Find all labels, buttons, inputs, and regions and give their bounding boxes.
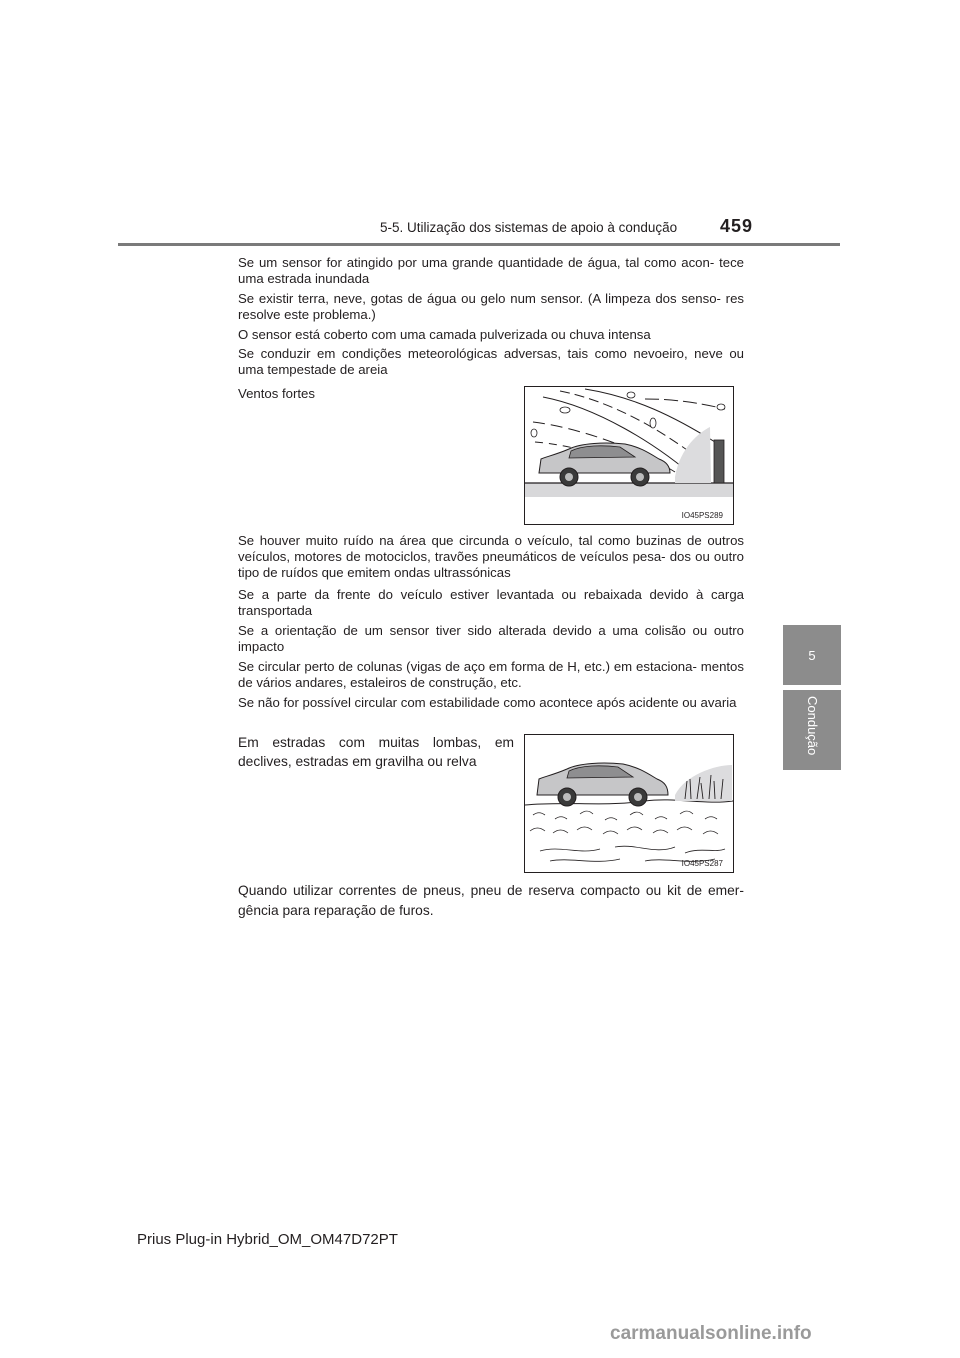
paragraph-unstable-driving: Se não for possível circular com estabilidade como acontece após acidente ou avaria xyxy=(238,695,737,710)
illustration-strong-wind xyxy=(524,386,734,525)
chapter-tab-label: Condução xyxy=(805,696,820,756)
bumpy-road-car-illustration xyxy=(525,735,733,872)
figure-code: IO45PS287 xyxy=(681,859,723,868)
chapter-tab xyxy=(783,690,841,770)
paragraph-sensor-misaligned: Se a orientação de um sensor tiver sido alterada devido a uma colisão ou outro impacto xyxy=(238,623,744,654)
paragraph-columns: Se circular perto de colunas (vigas de aço em forma de H, etc.) em estaciona- mentos de vários andares, estaleiros de construção, etc. xyxy=(238,659,744,690)
figure-code: IO45PS289 xyxy=(681,511,723,520)
paragraph-bumpy-roads: Em estradas com muitas lombas, em declives, estradas em gravilha ou relva xyxy=(238,735,514,769)
strong-wind-car-illustration xyxy=(525,387,733,524)
section-title: 5-5. Utilização dos sistemas de apoio à condução xyxy=(380,220,678,235)
header-divider xyxy=(118,243,840,246)
chapter-tab-number: 5 xyxy=(783,625,841,685)
paragraph-flooded-road: Se um sensor for atingido por uma grande quantidade de água, tal como acon- tece uma estrada inundada xyxy=(238,255,744,286)
watermark: carmanualsonline.info xyxy=(610,1323,812,1344)
paragraph-adverse-weather: Se conduzir em condições meteorológicas adversas, tais como nevoeiro, neve ou uma tempestade de areia xyxy=(238,346,744,377)
paragraph-tire-chains: Quando utilizar correntes de pneus, pneu de reserva compacto ou kit de emer- gência para reparação de furos. xyxy=(238,883,744,918)
document-id: Prius Plug-in Hybrid_OM_OM47D72PT xyxy=(137,1231,398,1248)
paragraph-strong-wind: Ventos fortes xyxy=(238,386,315,401)
illustration-bumpy-road xyxy=(524,734,734,873)
paragraph-spray-rain: O sensor está coberto com uma camada pulverizada ou chuva intensa xyxy=(238,327,651,342)
paragraph-ultrasonic-noise: Se houver muito ruído na área que circunda o veículo, tal como buzinas de outros veículos, motores de motociclos, travões pneumáticos de veículos pesa- dos ou outro tipo de ruídos que emitem ondas ultrassónicas xyxy=(238,533,744,580)
paragraph-load-tilt: Se a parte da frente do veículo estiver levantada ou rebaixada devido à carga transportada xyxy=(238,587,744,618)
page-number: 459 xyxy=(720,216,754,236)
paragraph-dirt-on-sensor: Se existir terra, neve, gotas de água ou gelo num sensor. (A limpeza dos senso- res resolve este problema.) xyxy=(238,291,744,322)
